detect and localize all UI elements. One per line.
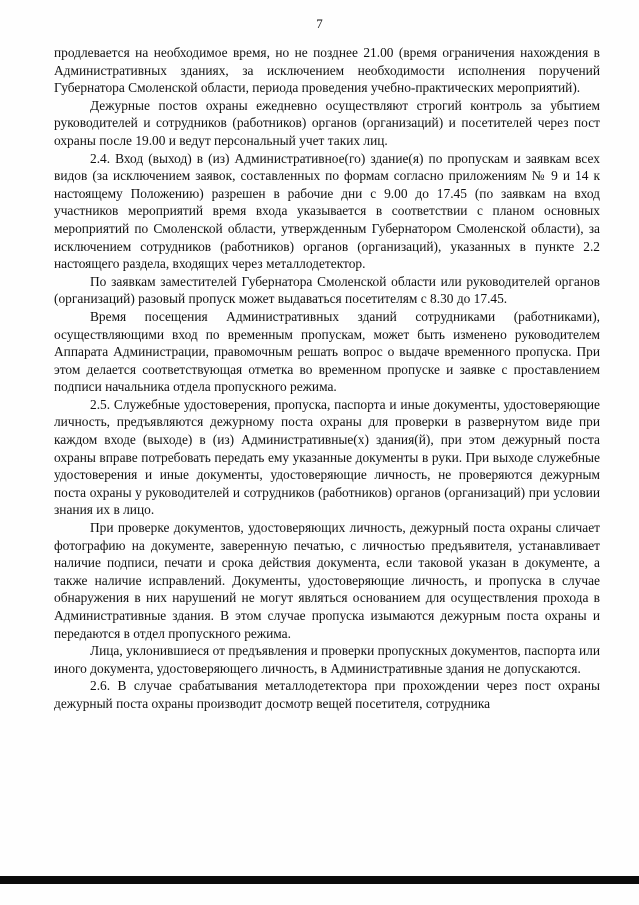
paragraph-document-check: При проверке документов, удостоверяющих личность, дежурный поста охраны сличает фотографию на документе, заверенную печатью, с личностью предъявителя, устанавливает наличие подписи, печати и срока действия документа, если таковой указан в документе, а также наличие исправлений. Документы, удостоверяющие личность, и пропуска в случае обнаружения в них нарушений не могут являться основанием для осуществления прохода в Административные здания. В этом случае пропуска изымаются дежурным поста охраны и передаются в отдел пропускного режима. <box>54 520 600 641</box>
scan-edge-bar <box>0 876 639 884</box>
paragraph-guard-control: Дежурные постов охраны ежедневно осуществляют строгий контроль за убытием руководителей и сотрудников (работников) органов (организаций) и посетителей через пост охраны после 19.00 и ведут персональный учет таких лиц. <box>54 97 600 148</box>
paragraph-2-4-entry-hours: 2.4. Вход (выход) в (из) Административное(го) здание(я) по пропускам и заявкам всех видов (за исключением заявок, составленных по формам согласно приложениям № 9 и 14 к настоящему Положению) разрешен в рабочие дни с 9.00 до 17.45 (по заявкам на вход участников мероприятий время входа указывается в соответствии с планом основных мероприятий по Смоленской области, утвержденным Губернатором Смоленской области), за исключением сотрудников (работников) органов (организаций), указанных в пункте 2.2 настоящего раздела, входящих через металлодетектор. <box>54 150 600 272</box>
document-body <box>54 44 600 713</box>
paragraph-continuation: продлевается на необходимое время, но не позднее 21.00 (время ограничения нахождения в Административных зданиях, за исключением необходимости исполнения поручений Губернатора Смоленской области, периода проведения учебно-практических мероприятий). <box>54 45 600 96</box>
paragraph-2-5-documents: 2.5. Служебные удостоверения, пропуска, паспорта и иные документы, удостоверяющие личность, предъявляются дежурному поста охраны для проверки в развернутом виде при каждом входе (выходе) в (из) Административные(х) здания(й), при этом дежурный поста охраны вправе потребовать передать ему указанные документы в руки. При выходе служебные удостоверения и иные документы, удостоверяющие личность, не проверяются дежурным поста охраны у руководителей и сотрудников (работников) органов (организаций) при условии знания их в лицо. <box>54 396 600 518</box>
page-number: 7 <box>316 16 323 31</box>
paragraph-2-6-metal-detector: 2.6. В случае срабатывания металлодетектора при прохождении через пост охраны дежурный поста охраны производит досмотр вещей посетителя, сотрудника <box>54 678 600 711</box>
paragraph-one-time-pass: По заявкам заместителей Губернатора Смоленской области или руководителей органов (организаций) разовый пропуск может выдаваться посетителям с 8.30 до 17.45. <box>54 273 600 307</box>
paragraph-temporary-pass: Время посещения Административных зданий сотрудниками (работниками), осуществляющими вход по временным пропускам, может быть изменено руководителем Аппарата Администрации, правомочным решать вопрос о выдаче временного пропуска. При этом делается соответствующая отметка во временном пропуске и заявке с проставлением подписи начальника отдела пропускного режима. <box>54 308 600 395</box>
paragraph-evaders-denied: Лица, уклонившиеся от предъявления и проверки пропускных документов, паспорта или иного документа, удостоверяющего личность, в Административные здания не допускаются. <box>54 643 600 676</box>
